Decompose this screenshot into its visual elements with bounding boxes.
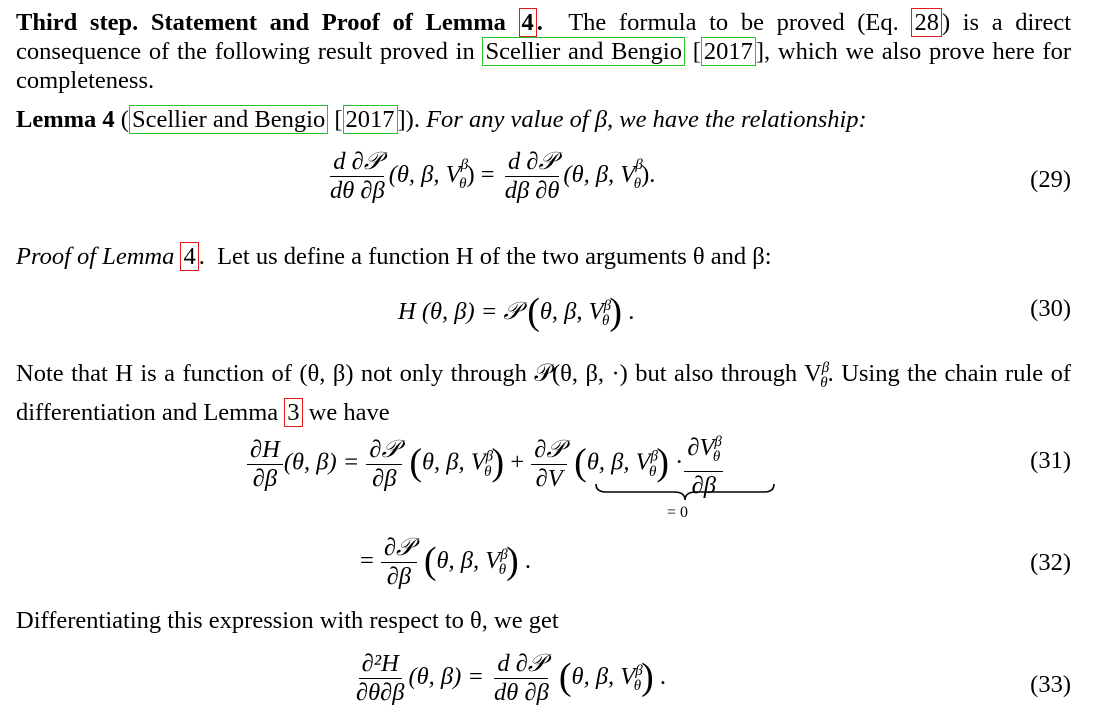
lemma-title: Lemma 4 <box>16 106 115 133</box>
eq29-lhs-fraction: $\frac{\text{d ∂𝒫}}{d\theta \partial\beta}$ <box>330 148 385 204</box>
equation-number-30: (30) <box>1030 295 1071 322</box>
lemma-text: For any value of β, we have the relationship: <box>426 106 867 133</box>
equation-31: $\frac{\partial H}{\partial\beta}$ (θ, β) = $\frac{\text{∂𝒫}}{\partial\beta}$ (θ, β, $V^\beta_\theta$) + $\frac{\text{∂𝒫}}{\partial V}$ (θ, β, $V^\beta_\theta$) · $\frac{\partial V^\beta_\theta}{\partial\beta}$ <box>246 428 724 500</box>
section-heading: Third step. Statement and Proof of Lemma <box>16 9 506 36</box>
equation-33: $\frac{\text{∂²H}}{\partial\theta\partial\beta}$ (θ, β) = $\frac{\text{d ∂𝒫}}{d\theta \partial\beta}$ (θ, β, $V^\beta_\theta$) . <box>352 650 666 707</box>
equation-number-29: (29) <box>1030 166 1071 193</box>
proof-label: Proof of Lemma <box>16 243 175 270</box>
equation-number-32: (32) <box>1030 549 1071 576</box>
eq31-term1-fraction: $\frac{\text{∂𝒫}}{\partial\beta}$ <box>366 436 402 493</box>
equation-number-31: (31) <box>1030 447 1071 474</box>
eq-ref-link[interactable]: 28 <box>911 8 942 37</box>
chain-text-c: we have <box>308 399 390 427</box>
lemma-ref-link[interactable]: 4 <box>519 8 537 37</box>
lemma-citation-authors-link[interactable]: Scellier and Bengio <box>129 105 328 134</box>
proof-lemma-ref-link[interactable]: 4 <box>180 242 198 271</box>
proof-text: Let us define a function H of the two arguments θ and β: <box>217 243 772 270</box>
lemma3-ref-link[interactable]: 3 <box>284 398 302 427</box>
lemma-citation-year-link[interactable]: 2017 <box>343 105 398 134</box>
equation-32: = $\frac{\text{∂𝒫}}{\partial\beta}$ (θ, β, $V^\beta_\theta$) . <box>360 534 531 590</box>
eq31-term2-fraction: $\frac{\text{∂𝒫}}{\partial V}$ <box>531 436 567 493</box>
underbrace-label: = 0 <box>667 504 689 521</box>
eq31-lhs-fraction: $\frac{\partial H}{\partial\beta}$ <box>247 436 283 493</box>
citation-authors-link[interactable]: Scellier and Bengio <box>482 37 684 66</box>
eq33-lhs-fraction: $\frac{\text{∂²H}}{\partial\theta\partial\beta}$ <box>356 650 405 706</box>
paragraph-intro: Third step. Statement and Proof of Lemma 4 . The formula to be proved (Eq. 28 ) is a direct consequence of the following result proved in Scellier and Bengio [ 2017 ], which we also prove here for completeness. <box>16 9 1072 94</box>
chain-text-b: . Using the chain rule of differentiation and Lemma <box>16 360 1071 427</box>
underbrace <box>594 482 776 502</box>
lemma-statement: Lemma 4 ( Scellier and Bengio [ 2017 ]). For any value of β, we have the relationship: <box>16 106 867 133</box>
eq32-fraction: $\frac{\text{∂𝒫}}{\partial\beta}$ <box>381 534 417 591</box>
eq31-term3-fraction: $\frac{\partial V^\beta_\theta}{\partial\beta}$ <box>684 428 723 500</box>
paragraph-chain-rule: Note that H is a function of (θ, β) not only through 𝒫(θ, β, ·) but also through $V^\beta_\theta$. Using the chain rule of differentiation and Lemma 3 we have <box>16 360 1071 427</box>
equation-number-33: (33) <box>1030 671 1071 698</box>
chain-text-a: Note that H is a function of (θ, β) not only through 𝒫(θ, β, ·) but also through V <box>16 360 822 388</box>
eq33-rhs-fraction: $\frac{\text{d ∂𝒫}}{d\theta \partial\beta}$ <box>494 650 549 706</box>
intro-text-a: The formula to be proved (Eq. <box>568 9 899 36</box>
equation-30: H (θ, β) = 𝒫 (θ, β, $V^\beta_\theta$) . <box>398 291 635 334</box>
intro-text-b: ) is a direct consequence of the following result proved in <box>16 9 1072 65</box>
eq29-rhs-fraction: $\frac{\text{d ∂𝒫}}{d\beta \partial\theta}$ <box>504 148 560 204</box>
intro-text-c: ], which we also prove here for completeness. <box>16 38 1071 94</box>
paragraph-differentiating: Differentiating this expression with respect to θ, we get <box>16 607 559 634</box>
citation-year-link[interactable]: 2017 <box>701 37 756 66</box>
proof-intro: Proof of Lemma 4 . Let us define a function H of the two arguments θ and β: <box>16 243 772 270</box>
equation-29: $\frac{\text{d ∂𝒫}}{d\theta \partial\beta}$ (θ, β, $V^\beta_\theta$) = $\frac{\text{d ∂𝒫}}{d\beta \partial\theta}$ (θ, β, $V^\beta_\theta$). <box>326 148 655 205</box>
